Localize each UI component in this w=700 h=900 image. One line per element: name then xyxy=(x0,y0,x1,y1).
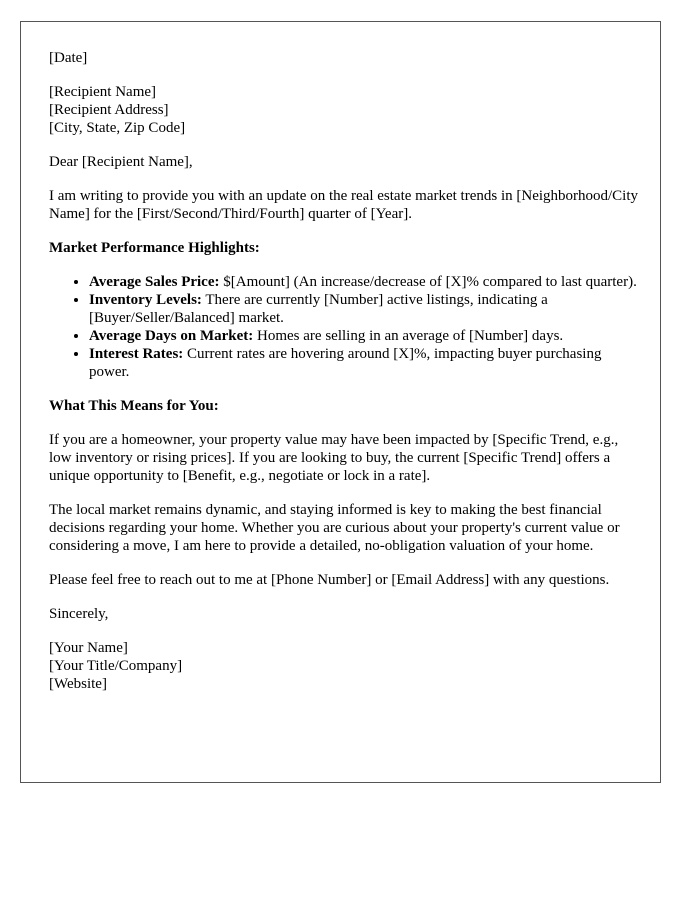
list-item-interest-rates xyxy=(89,345,639,381)
market-paragraph: The local market remains dynamic, and staying informed is key to making the best financial decisions regarding your home. Whether you are curious about your property's current value or considering a move, I am here to provide a detailed, no-obligation valuation of your home. xyxy=(49,502,620,554)
list-item-average-days-on-market xyxy=(89,327,639,345)
recipient-address: [Recipient Address] xyxy=(49,102,169,118)
highlight-text: Current rates are hovering around [X]%, impacting buyer purchasing power. xyxy=(89,346,602,380)
list-item-inventory-levels xyxy=(89,291,639,327)
contact-paragraph: Please feel free to reach out to me at [Phone Number] or [Email Address] with any questions. xyxy=(49,572,610,588)
letter-date: [Date] xyxy=(49,50,88,66)
list-item-average-sales-price xyxy=(89,273,639,291)
recipient-block xyxy=(49,83,639,137)
closing: Sincerely, xyxy=(49,606,109,622)
signature-title-company: [Your Title/Company] xyxy=(49,658,183,674)
highlight-label: Inventory Levels: xyxy=(89,292,202,308)
highlight-label: Average Sales Price: xyxy=(89,274,220,290)
highlight-text: There are currently [Number] active listings, indicating a [Buyer/Seller/Balanced] market. xyxy=(89,292,548,326)
signature-block xyxy=(49,639,639,693)
signature-website: [Website] xyxy=(49,676,107,692)
homeowner-paragraph: If you are a homeowner, your property value may have been impacted by [Specific Trend, e.g., low inventory or rising prices]. If you are looking to buy, the current [Specific Trend] offers a unique opportunity to [Benefit, e.g., negotiate or lock in a rate]. xyxy=(49,432,619,484)
highlight-label: Average Days on Market: xyxy=(89,328,254,344)
highlight-text: Homes are selling in an average of [Number] days. xyxy=(253,328,564,344)
highlights-heading: Market Performance Highlights: xyxy=(49,240,260,256)
letter-body xyxy=(49,49,639,709)
intro-paragraph: I am writing to provide you with an update on the real estate market trends in [Neighborhood/City Name] for the [First/Second/Third/Fourth] quarter of [Year]. xyxy=(49,188,639,222)
salutation: Dear [Recipient Name], xyxy=(49,154,193,170)
signature-name: [Your Name] xyxy=(49,640,128,656)
meaning-heading: What This Means for You: xyxy=(49,398,219,414)
recipient-name: [Recipient Name] xyxy=(49,84,157,100)
recipient-city-state-zip: [City, State, Zip Code] xyxy=(49,120,186,136)
highlight-text: $[Amount] (An increase/decrease of [X]% compared to last quarter). xyxy=(219,274,637,290)
highlights-list xyxy=(49,273,639,381)
letter-page xyxy=(20,21,661,783)
highlight-label: Interest Rates: xyxy=(89,346,184,362)
